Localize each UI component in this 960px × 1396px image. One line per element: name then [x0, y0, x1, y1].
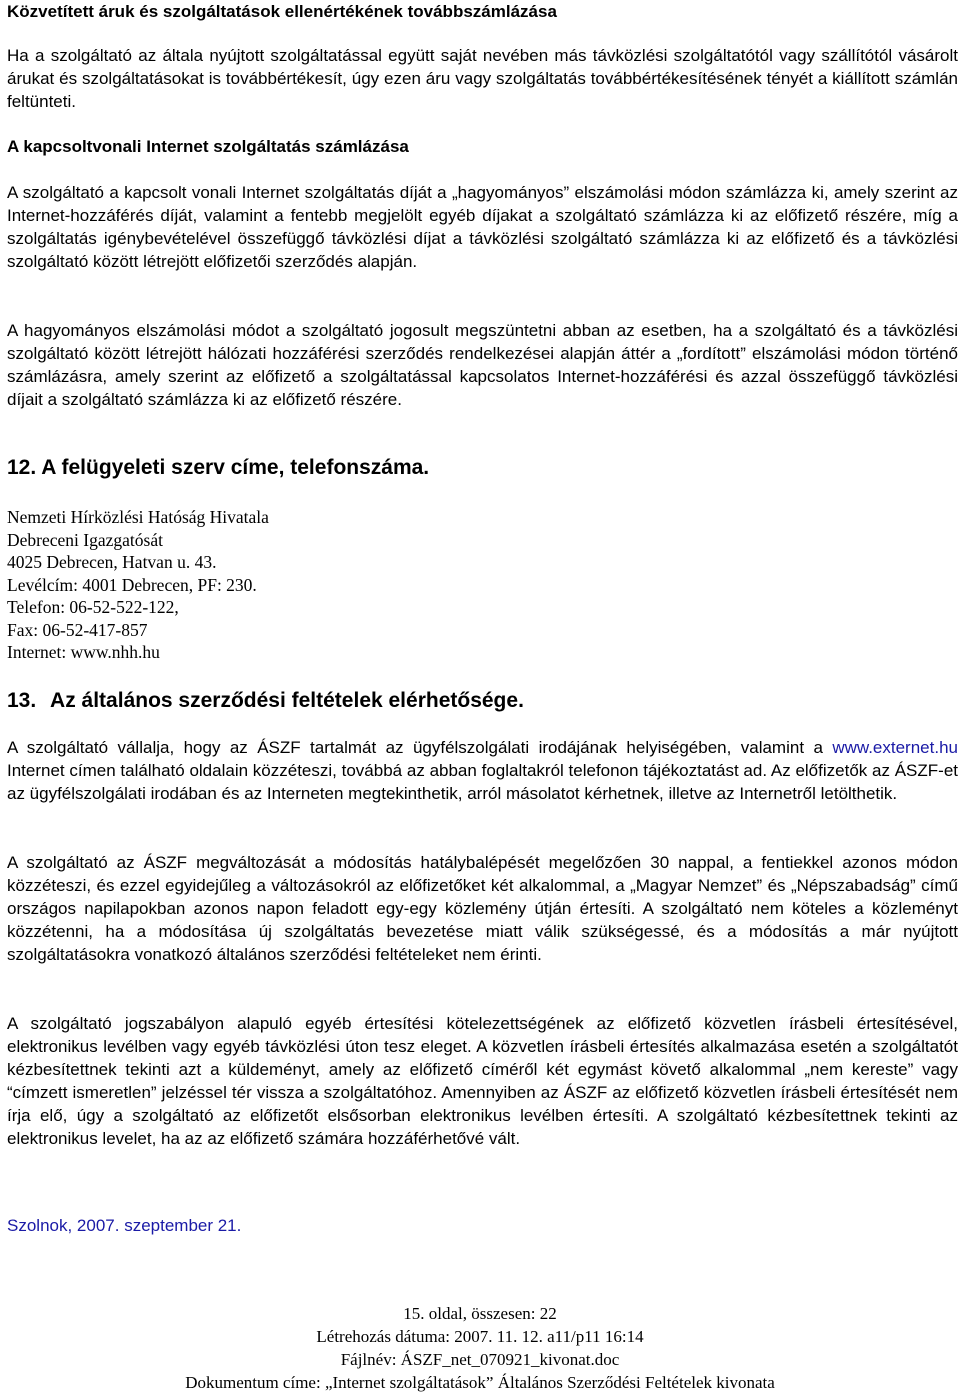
section-heading-13 [7, 688, 524, 714]
text-before-link: A szolgáltató vállalja, hogy az ÁSZF tartalmát az ügyfélszolgálati irodájának helyiségében, valamint a [7, 738, 833, 757]
place-and-date: Szolnok, 2007. szeptember 21. [7, 1216, 242, 1235]
address-line: Telefon: 06-52-522-122, [7, 597, 179, 617]
footer-document-title: Dokumentum címe: „Internet szolgáltatások” Általános Szerződési Feltételek kivonata [185, 1373, 775, 1392]
footer-page-number: 15. oldal, összesen: 22 [403, 1304, 557, 1323]
paragraph-availability-3: A szolgáltató jogszabályon alapuló egyéb értesítési kötelezettségének az előfizető közvetlen írásbeli értesítésével, elektronikus levélben vagy egyéb távközlési úton tesz eleget. A közvetlen írásbeli értesítés alkalmazása esetén a szolgáltatót kézbesítettnek tekinti azt a küldeményt, amely az előfizető címéről két egymást követő alkalommal „nem kereste” vagy “címzett ismeretlen” jelzéssel tér vissza a szolgáltatóhoz. Amennyiben az ÁSZF az előfizető közvetlen írásbeli értesítését nem írja elő, úgy a szolgáltató az előfizetőt elsősorban elektronikus levélben értesíti. A szolgáltató kézbesítettnek tekinti az elektronikus levelet, ha az az előfizető számára hozzáférhetővé vált. [7, 1014, 958, 1148]
address-line: Nemzeti Hírközlési Hatóság Hivatala [7, 507, 269, 527]
paragraph-availability-1 [7, 736, 958, 805]
footer-filename: Fájlnév: ÁSZF_net_070921_kivonat.doc [340, 1350, 620, 1369]
footer-created: Létrehozás dátuma: 2007. 11. 12. a11/p11 16:14 [316, 1327, 644, 1346]
section-heading-12 [7, 455, 429, 481]
address-line: Internet: www.nhh.hu [7, 642, 160, 662]
supervisory-address [7, 506, 269, 664]
paragraph-availability-2: A szolgáltató az ÁSZF megváltozását a módosítás hatálybalépését megelőzően 30 nappal, a fentiekkel azonos módon közzéteszi, és ezzel egyidejűleg a változásokról az előfizetőket két alkalommal, a „Magyar Nemzet” és „Népszabadság” című országos napilapokban azonos napon feladott egy-egy közlemény útján értesíti. A szolgáltató nem köteles a közleményt közzétenni, ha a módosítása új szolgáltatás bevezetése miatt válik szükségessé, és a módosítás a már nyújtott szolgáltatásokra vonatkozó általános szerződési feltételeket nem érinti. [7, 853, 958, 964]
address-line: Levélcím: 4001 Debrecen, PF: 230. [7, 574, 257, 595]
section-title-forwarded: Közvetített áruk és szolgáltatások ellenértékének továbbszámlázása [7, 2, 557, 21]
paragraph-dialup-1: A szolgáltató a kapcsolt vonali Internet szolgáltatás díját a „hagyományos” elszámolási módon számlázza ki, amely szerint az Internet-hozzáférés díját, valamint a fentebb megjelölt egyéb díjakat a szolgáltató számlázza ki az előfizető részére, míg a szolgáltatás igénybevételével összefüggő távközlési díjat a távközlési szolgáltató számlázza ki az előfizető és a távközlési szolgáltató között létrejött előfizetői szerződés alapján. [7, 183, 958, 271]
section-number: 13. [7, 689, 37, 712]
section-title: A felügyeleti szerv címe, telefonszáma. [41, 456, 430, 479]
address-line: Fax: 06-52-417-857 [7, 619, 148, 640]
address-line: Debreceni Igazgatósát [7, 529, 163, 550]
address-line: 4025 Debrecen, Hatvan u. 43. [7, 552, 217, 572]
paragraph-forwarded: Ha a szolgáltató az általa nyújtott szolgáltatással együtt saját nevében más távközlési szolgáltatótól vagy szállítótól vásárolt árukat és szolgáltatásokat is továbbértékesít, úgy ezen áru vagy szolgáltatás továbbértékesítésének tényét a kiállított számlán feltünteti. [7, 46, 958, 111]
text-after-link: Internet címen található oldalain közzéteszi, továbbá az abban foglaltakról telefonon tájékoztatást ad. Az előfizetők az ÁSZF-et az ügyfélszolgálati irodában és az Interneten megtekinthetik, arról másolatot kérhetnek, illetve az Internetről letölthetik. [7, 761, 958, 803]
paragraph-dialup-2: A hagyományos elszámolási módot a szolgáltató jogosult megszüntetni abban az esetben, ha a szolgáltató és a távközlési szolgáltató között létrejött hálózati hozzáférési szerződés rendelkezései alapján áttér a „fordított” elszámolási módon történő számlázásra, amely szerint az előfizető a szolgáltatással kapcsolatos Internet-hozzáférési és azzal összefüggő távközlési díjait a szolgáltató számlázza ki az előfizető részére. [7, 321, 958, 409]
section-title: Az általános szerződési feltételek elérhetősége. [50, 689, 524, 712]
section-number: 12. [7, 456, 37, 479]
section-title-dialup: A kapcsoltvonali Internet szolgáltatás számlázása [7, 137, 409, 156]
externet-link[interactable]: www.externet.hu [832, 738, 958, 757]
